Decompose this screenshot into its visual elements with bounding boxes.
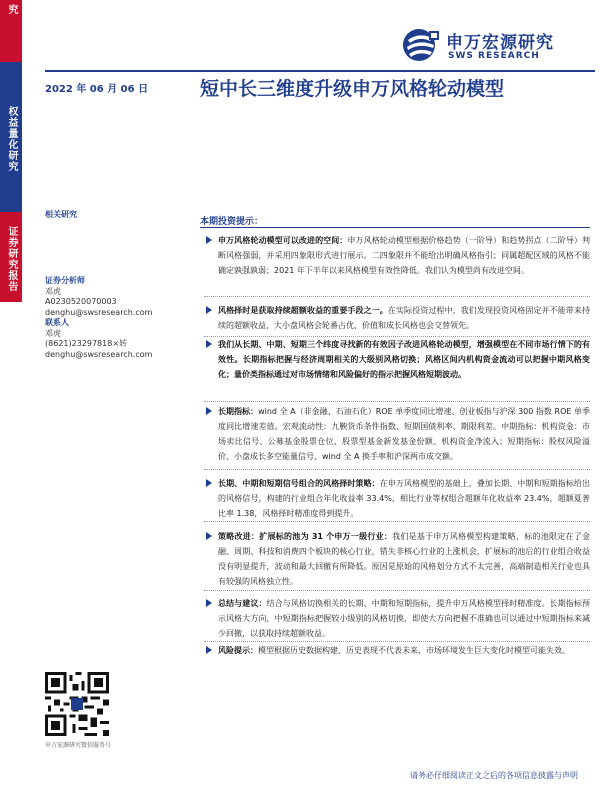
summary-item — [204, 643, 590, 658]
summary-item — [204, 404, 590, 464]
item-lead: 长期指标： — [218, 407, 259, 416]
logo-english-text: SWS RESEARCH — [448, 51, 540, 61]
side-banner — [0, 0, 30, 800]
contact-phone: (8621)23297818×转 — [45, 339, 128, 348]
summary-item — [204, 529, 590, 589]
header-divider — [45, 70, 595, 72]
report-title: 短中长三维度升级申万风格轮动模型 — [200, 78, 505, 100]
bullet-icon — [206, 340, 212, 348]
logo-chinese-text: 申万宏源研究 — [446, 33, 554, 53]
analyst-label: 证券分析师 — [45, 276, 85, 285]
item-lead: 总结与建议： — [218, 599, 267, 608]
item-lead: 申万风格轮动模型可以改进的空间： — [218, 236, 348, 245]
analyst-name: 邓虎 — [45, 286, 61, 296]
item-divider — [204, 641, 590, 642]
side-tab-red-top — [0, 0, 32, 62]
contact-label: 联系人 — [45, 318, 69, 327]
item-text: 在实际投资过程中，我们发现投资风格固定并不能带来持续的超额收益，大小盘风格会轮番占优，价值和成长风格也会交替领先。 — [218, 306, 591, 330]
item-text: 在申万风格模型的基础上，叠加长期、中期和短期指标给出的风格信号，构建的行业组合年化收益率 33.4%，相比行业等权组合超额年化收益率 23.4%，超额夏普比率 1.38，风格择时精准度得到提升。 — [218, 479, 591, 518]
analyst-cert: A0230520070003 — [45, 297, 117, 306]
side-label-bottom: 证券研究报告 — [6, 226, 17, 292]
bullet-icon — [206, 479, 212, 487]
side-tab-red-bottom — [0, 212, 22, 302]
bullet-icon — [206, 306, 212, 314]
contact-name: 邓虎 — [45, 328, 61, 338]
qr-caption: 申万宏源研究微信服务号 — [45, 742, 112, 749]
side-label-middle: 权益量化研究 — [6, 106, 17, 172]
item-divider — [204, 296, 590, 297]
item-divider — [204, 521, 590, 522]
item-text: wind 全 A（非金融、石油石化）ROE 单季度同比增速、创业板指与沪深 300 指数 ROE 单季度同比增速差值。宏观流动性：九鞅货币条件指数、短期国债利率、期限利差。中期指标：机构资金：市场卖比信号、公募基金股票仓位、股票型基金新发基金份额、机构资金净流入；短期指标：股权风险溢价、小盘成长多空能量信号、wind 全 A 换手率和沪深两市成交额。 — [218, 407, 591, 461]
bullet-icon — [206, 532, 212, 540]
item-lead: 风险提示： — [218, 646, 258, 655]
related-research-heading: 相关研究 — [45, 210, 77, 219]
item-text: 申万风格轮动模型根据价格趋势（一阶导）和趋势拐点（二阶导）判断风格强弱，并采用四象限形式进行展示。二四象限并不能给出明确风格指引；同属超配区域的风格不能确定孰强孰弱；2021 年下半年以来风格模型有效性降低。我们认为模型尚有改进空间。 — [218, 236, 590, 275]
item-divider — [204, 590, 590, 591]
item-lead: 风格择时是获取持续超额收益的重要手段之一。 — [218, 306, 388, 315]
bullet-icon — [206, 646, 212, 654]
side-tab-blue — [0, 62, 22, 212]
summary-item — [204, 596, 590, 641]
item-text: 模型根据历史数据构建，历史表现不代表未来，市场环境发生巨大变化时模型可能失效。 — [258, 646, 570, 655]
bullet-icon — [206, 236, 212, 244]
summary-item — [204, 476, 590, 521]
item-text: 结合与风格切换相关的长期、中期和短期指标，提升申万风格模型择时精准度。长期指标预示风格大方向，中短期指标把握较小级别的风格切换，即使大方向把握不准确也可以通过中短期指标来减少回撤，以获取持续超额收益。 — [218, 599, 591, 638]
logo-mark-icon — [402, 28, 440, 62]
bullet-icon — [206, 599, 212, 607]
company-logo — [402, 24, 592, 68]
report-date: 2022 年 06 月 06 日 — [45, 84, 149, 95]
item-lead: 策略改进：扩展标的池为 31 个申万一级行业： — [218, 532, 393, 541]
item-lead: 长期、中期和短期信号组合的风格择时策略： — [218, 479, 380, 488]
item-text: 我们是基于申万风格模型构建策略，标的池限定在了金融、周期、科技和消费四个板块的核心行业，错失非核心行业的上涨机会，扩展标的池后的行业组合收益没有明显提升，波动和最大回撤有所降低。原因是原始的风格划分方式不太完善，高端制造相关行业也具有较强的风格独立性。 — [218, 532, 590, 586]
summary-item — [204, 303, 590, 333]
summary-heading: 本期投资提示： — [200, 217, 264, 227]
bullet-icon — [206, 407, 212, 415]
analyst-email[interactable]: denghu@swsresearch.com — [45, 307, 153, 317]
qr-code-icon — [45, 672, 109, 736]
analyst-block — [45, 276, 195, 360]
item-divider — [204, 469, 590, 470]
summary-item — [204, 233, 590, 278]
disclaimer-footer: 请务必仔细阅读正文之后的各项信息披露与声明 — [410, 771, 578, 780]
summary-divider — [200, 227, 590, 228]
side-label-top: 权益量化研究 — [6, 4, 32, 59]
item-divider — [204, 401, 590, 402]
contact-email[interactable]: denghu@swsresearch.com — [45, 349, 153, 359]
summary-item — [204, 337, 590, 382]
item-lead: 我们从长期、中期、短期三个纬度寻找新的有效因子改进风格轮动模型，增强模型在不同市场行情下的有效性。长期指标把握与经济周期相关的大级别风格切换；风格区间内机构资金流动可以把握中期风格变化；量价类指标通过对市场情绪和风险偏好的指示把握风格短期波动。 — [218, 340, 590, 379]
